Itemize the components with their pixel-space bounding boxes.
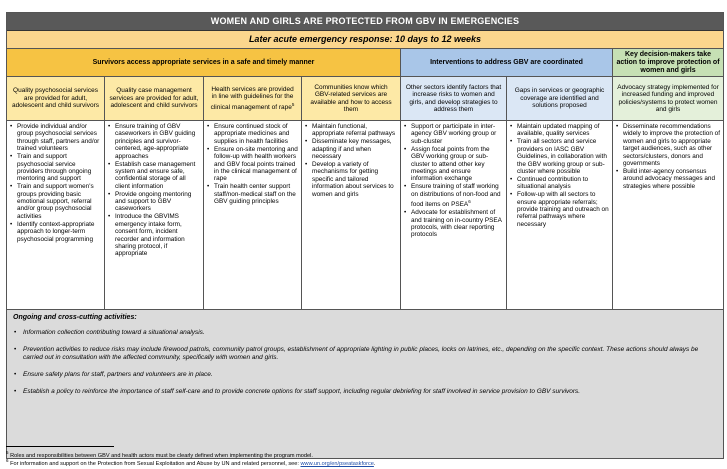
group-coordination: Interventions to address GBV are coordinated <box>401 49 613 76</box>
list-item: • Disseminate recommendations widely to improve the protection of women and girls to appropriate target audiences, such as other sectors/clusters, donors and governments <box>623 123 721 167</box>
column-headers <box>7 77 723 121</box>
phase-subbanner: Later acute emergency response: 10 days to 12 weeks <box>7 31 723 49</box>
ongoing-item: • Prevention activities to reduce risks may include firewood patrols, community patrol groups, establishment of appropriate lighting in public places, locks on latrines, etc., depending on the specific context. These actions should always be carried out in consultation with the affected community, specifically with women and girls. <box>23 346 717 362</box>
ongoing-item: • Establish a policy to reinforce the importance of staff self-care and to provide concrete options for staff support, including regular debriefing for staff involved in service provision to GBV survivors. <box>23 388 717 396</box>
list-item: • Continued contribution to situational analysis <box>517 176 610 191</box>
footnote-period: . <box>373 460 376 467</box>
gbv-table <box>6 12 724 459</box>
list-item: • Maintain functional, appropriate referral pathways <box>312 123 398 138</box>
ongoing-title: Ongoing and cross-cutting activities: <box>13 314 137 321</box>
list-item: • Train and support women's groups providing basic emotional support, referral and/or group psychosocial activities <box>17 183 102 220</box>
list-item: • Ensure on-site mentoring and follow-up with health workers and GBV focal points trained in the clinical management of rape <box>214 146 299 183</box>
pseataskforce-link[interactable]: www.un.org/en/pseataskforce <box>300 460 374 467</box>
footnote-marker: 5 <box>291 101 295 107</box>
column-header-gaps <box>507 77 613 120</box>
ongoing-activities <box>7 310 723 458</box>
table-banner: WOMEN AND GIRLS ARE PROTECTED FROM GBV IN EMERGENCIES <box>7 13 723 31</box>
list-item: • Train and support psychosocial service providers through ongoing mentoring and support <box>17 153 102 183</box>
list-item: • Train health center support staff/non-medical staff on the GBV guiding principles <box>214 183 299 205</box>
column-body-community <box>302 121 401 309</box>
column-header-other-sectors <box>401 77 507 120</box>
ongoing-item: • Ensure safety plans for staff, partners and volunteers are in place. <box>23 371 717 379</box>
list-item: • Develop a variety of mechanisms for getting specific and tailored information about services to women and girls <box>312 161 398 198</box>
column-header-psychosocial <box>7 77 105 120</box>
list-item: • Train all sectors and service providers on IASC GBV Guidelines, in collaboration with the GBV working group or sub-cluster where possible <box>517 138 610 175</box>
list-item: • Assign focal points from the GBV working group or sub-cluster to attend other key meetings and ensure information exchange <box>411 146 504 183</box>
column-header-text: Communities know which GBV-related services are available and how to access them <box>310 83 392 113</box>
list-item: • Maintain updated mapping of available, quality services <box>517 123 610 138</box>
list-item: • Introduce the GBVIMS emergency intake form, consent form, incident recorder and information sharing protocol, if appropriate <box>115 213 201 257</box>
list-item: • Identify context-appropriate approach to longer-term psychosocial programming <box>17 221 102 243</box>
list-item: • Establish case management system and ensure safe, confidential storage of all client information <box>115 161 201 191</box>
activity-rows <box>7 121 723 310</box>
column-body-case-management <box>105 121 204 309</box>
column-header-text: Quality psychosocial services are provided for adult, adolescent and child survivors <box>11 87 100 110</box>
list-item: • Provide ongoing mentoring and support to GBV caseworkers <box>115 191 201 213</box>
column-body-health <box>204 121 302 309</box>
column-header-text: Gaps in services or geographic coverage are identified and solutions proposed <box>514 87 605 110</box>
column-header-text: Advocacy strategy implemented for increased funding and improved policies/systems to protect women and girls <box>617 83 719 113</box>
column-header-text: Health services are provided in line with guidelines for the clinical management of rape <box>210 85 294 111</box>
column-header-health <box>204 77 302 120</box>
column-header-case-management <box>105 77 204 120</box>
group-services: Survivors access appropriate services in a safe and timely manner <box>7 49 401 76</box>
list-item: • Advocate for establishment of and training on in-country PSEA protocols, with clear reporting protocols <box>411 209 504 239</box>
list-item: • Provide individual and/or group psychosocial services through staff, partners and/or trained volunteers <box>17 123 102 153</box>
list-item: • Follow-up with all sectors to ensure appropriate referrals; provide training and outreach on referral pathways where necessary <box>517 191 610 228</box>
column-body-gaps <box>507 121 613 309</box>
ongoing-item: • Information collection contributing toward a situational analysis. <box>23 329 717 337</box>
list-item <box>411 183 504 208</box>
list-item: • Support or participate in inter-agency GBV working group or sub-cluster <box>411 123 504 145</box>
footnote-marker: 5 <box>6 450 9 455</box>
column-header-advocacy <box>613 77 723 120</box>
footnote-marker: 6 <box>468 199 471 205</box>
column-body-advocacy <box>613 121 723 309</box>
column-header-community <box>302 77 401 120</box>
column-body-other-sectors <box>401 121 507 309</box>
outcome-groups <box>7 49 723 77</box>
footnote-text: For information and support on the Protection from Sexual Exploitation and Abuse by UN and related personnel, see: <box>10 460 299 467</box>
column-body-psychosocial <box>7 121 105 309</box>
list-item-text: Ensure training of staff working on distributions of non-food and food items on PSEA <box>411 183 501 209</box>
list-item: • Build inter-agency consensus around advocacy messages and strategies where possible <box>623 168 721 190</box>
list-item: • Ensure continued stock of appropriate medicines and supplies in health facilities <box>214 123 299 145</box>
list-item: • Disseminate key messages, adapting if and when necessary <box>312 138 398 160</box>
list-item: • Ensure training of GBV caseworkers in GBV guiding principles and survivor-centered, age-appropriate approaches <box>115 123 201 160</box>
column-header-text: Other sectors identify factors that increase risks to women and girls, and develop strategies to address them <box>405 83 502 113</box>
footnote-text: Roles and responsibilities between GBV and health actors must be clearly defined when implementing the program model. <box>10 452 313 459</box>
column-header-text: Quality case management services are provided for adult, adolescent and child survivors <box>109 87 199 110</box>
group-decision-makers: Key decision-makers take action to improve protection of women and girls <box>613 49 723 76</box>
footnote-marker: 6 <box>6 458 9 463</box>
footnote-6 <box>6 457 375 468</box>
footnote-divider <box>6 446 114 447</box>
